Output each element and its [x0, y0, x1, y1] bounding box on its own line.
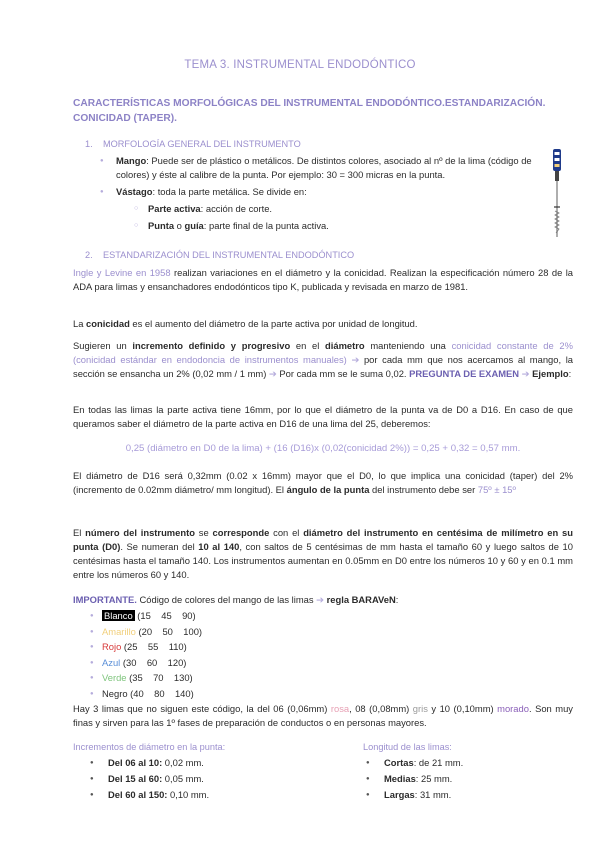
paragraph-conicidad: La conicidad es el aumento del diámetro de la parte activa por unidad de longitud. — [73, 318, 418, 329]
paragraph-numero-instrumento: El número del instrumento se corresponde con el diámetro del instrumento en centésima de milímetro en su punta (D0). Se numeran del 10 al 140, con saltos de 5 centésimas de mm hasta el tamaño 60 y luego saltos de 10 centésimas hasta el tamaño 140. Los instrumentos aumentan en 0.05mm en D0 entre los números 10 y 60 y en 0.1 mm entre los números 60 y 140. — [73, 527, 573, 581]
paragraph-incremento: Sugieren un incremento definido y progresivo en el diámetro manteniendo una conicidad constante de 2% (conicidad estándar en endodoncia de instrumentos manuales) ➔ por cada mm que nos acercamos al mango, la sección se ensancha un 2% (0,02 mm / 1 mm) ➔ Por cada mm se le suma 0,02. PREGUNTA DE EXAMEN ➔ Ejemplo: — [73, 340, 573, 380]
color-code-list — [90, 609, 290, 702]
paragraph-importante: IMPORTANTE. Código de colores del mango de las limas ➔ regla BARAVeN: — [73, 594, 399, 605]
list-item: ● Cortas: de 21 mm. — [366, 756, 586, 772]
paragraph-limas-excepcion: Hay 3 limas que no siguen este código, la del 06 (0,06mm) rosa, 08 (0,08mm) gris y 10 (0,10mm) morado. Son muy finas y sirven para las 1º fases de preparación de conductos o en personas mayores. — [73, 703, 573, 729]
increments-title: Incrementos de diámetro en la punta: — [73, 742, 226, 752]
section-1-list — [100, 154, 545, 237]
section-1-title: 1. MORFOLOGÍA GENERAL DEL INSTRUMENTO — [85, 139, 301, 149]
paragraph-d16: El diámetro de D16 será 0,32mm (0.02 x 16mm) mayor que el D0, lo que implica una conicidad (taper) del 2% (incremento de 0.02mm diámetro/ mm longitud). El ángulo de la punta del instrumento debe ser 75º ± 15º — [73, 470, 573, 496]
list-item: ● Del 60 al 150: 0,10 mm. — [90, 788, 310, 804]
increments-list — [90, 756, 310, 804]
paragraph-ingle-levine: Ingle y Levine en 1958 realizan variaciones en el diámetro y la conicidad. Realizan la especificación número 28 de la ADA para limas y ensanchadores endodónticos tipo K, publicada y revisada en marzo de 1981. — [73, 267, 573, 293]
length-list — [366, 756, 586, 804]
formula: 0,25 (diámetro en D0 de la lima) + (16 (D16)x (0,02(conicidad 2%)) = 0,25 + 0,32 = 0,57 mm. — [125, 443, 521, 454]
list-item: ● Del 15 al 60: 0,05 mm. — [90, 772, 310, 788]
list-item-vastago: ● Vástago: toda la parte metálica. Se divide en: ○ Parte activa: acción de corte. ○ Punta o guía: parte final de la punta activa. — [100, 185, 545, 233]
arrow-icon: ➔ — [521, 368, 530, 380]
list-item: ● Rojo (25 55 110) — [90, 640, 290, 656]
list-item: ● Negro (40 80 140) — [90, 687, 290, 703]
sublist-item-punta: ○ Punta o guía: parte final de la punta activa. — [116, 219, 545, 233]
exam-question-tag: PREGUNTA DE EXAMEN — [409, 368, 520, 380]
list-item-mango: ● Mango: Puede ser de plástico o metálicos. De distintos colores, asociado al nº de la lima (código de colores) y éste al calibre de la punta. Por ejemplo: 30 = 300 micras en la punta. — [100, 154, 545, 182]
list-item: ● Largas: 31 mm. — [366, 788, 586, 804]
endodontic-file-icon — [547, 149, 567, 239]
list-item: ● Blanco (15 45 90) — [90, 609, 290, 625]
list-item: ● Azul (30 60 120) — [90, 656, 290, 672]
sublist-item-parte-activa: ○ Parte activa: acción de corte. — [116, 202, 545, 216]
list-item: ● Verde (35 70 130) — [90, 671, 290, 687]
paragraph-ejemplo: En todas las limas la parte activa tiene 16mm, por lo que el diámetro de la punta va de D0 a D16. En caso de que queramos saber el diámetro de la parte activa en D16 de una lima del 25, deberemos: — [73, 404, 573, 430]
section-heading: CARACTERÍSTICAS MORFOLÓGICAS DEL INSTRUMENTAL ENDODÓNTICO.ESTANDARIZACIÓN. CONICIDAD (TAPER). — [73, 98, 546, 125]
arrow-icon: ➔ — [268, 368, 277, 380]
list-item: ● Amarillo (20 50 100) — [90, 625, 290, 641]
section-2-title: 2. ESTANDARIZACIÓN DEL INSTRUMENTAL ENDODÓNTICO — [85, 250, 355, 260]
list-item: ● Del 06 al 10: 0,02 mm. — [90, 756, 310, 772]
page-title: TEMA 3. INSTRUMENTAL ENDODÓNTICO — [184, 59, 416, 71]
list-item: ● Medias: 25 mm. — [366, 772, 586, 788]
arrow-icon: ➔ — [351, 354, 360, 366]
length-title: Longitud de las limas: — [363, 742, 452, 752]
arrow-icon: ➔ — [316, 594, 325, 605]
